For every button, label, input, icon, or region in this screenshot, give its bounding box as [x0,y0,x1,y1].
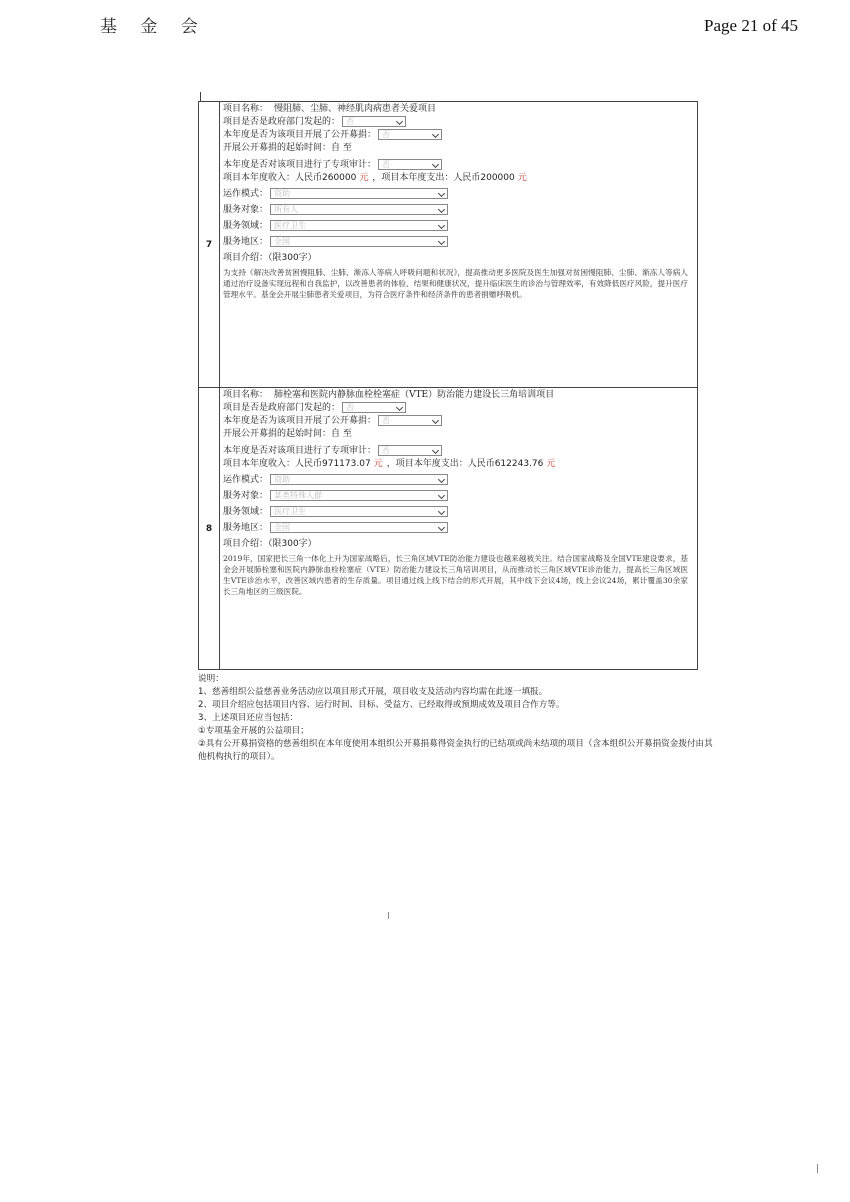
mode-line [223,187,694,200]
target-line [223,203,694,216]
gov-select[interactable]: 否 [342,116,406,127]
note-item: ①专项基金开展的公益项目； [198,726,309,736]
period-line [223,141,694,154]
note-item: 1、慈善组织公益慈善业务活动应以项目形式开展，项目收支及活动内容均需在此逐一填报。 [198,687,548,697]
field-line [223,219,694,232]
fundraise-select[interactable]: 否 [378,415,442,426]
audit-line [223,158,694,171]
audit-label: 本年度是否对该项目进行了专项审计： [223,159,377,170]
notes-title: 说明： [198,674,224,684]
mode-select[interactable]: 资助 [270,188,448,199]
scan-mark [817,1164,818,1173]
region-select[interactable]: 全国 [270,236,448,247]
notes-section [198,673,718,764]
project-row [199,102,697,388]
project-detail [223,388,694,668]
intro-label: 项目介绍：（限300字） [223,252,317,263]
target-line [223,489,694,502]
gov-label: 项目是否是政府部门发起的： [223,116,341,127]
income-label: 项目本年度收入：人民币260000 [223,172,357,183]
gov-select[interactable]: 否 [342,402,406,413]
region-label: 服务地区： [223,236,269,247]
field-select[interactable]: 医疗卫生 [270,220,448,231]
audit-select[interactable]: 否 [378,159,442,170]
period-label: 开展公开募捐的起始时间：自 至 [223,428,352,439]
fundraise-select[interactable]: 否 [378,129,442,140]
gov-line [223,401,694,414]
project-name: 肺栓塞和医院内静脉血栓栓塞症（VTE）防治能力建设长三角培训项目 [274,389,555,400]
region-line [223,235,694,248]
fundraise-line [223,128,694,141]
region-select[interactable]: 全国 [270,522,448,533]
intro-label-line [223,537,694,550]
expense-label: ，项目本年度支出：人民币612243.76 [386,458,544,469]
finance-line [223,457,694,470]
audit-line [223,444,694,457]
field-label: 服务领域： [223,220,269,231]
fundraise-label: 本年度是否为该项目开展了公开募捐： [223,129,377,140]
project-name-label: 项目名称： [223,389,269,400]
project-intro: 为支持《解决改善贫困慢阻肺、尘肺、渐冻人等病人呼吸问题和状况》，提高推动更多医院及医生加强对贫困慢阻肺、尘肺、渐冻人等病人通过治疗设备实现远程和自我监护，以改善患者的体验、结果和健康状况，提升临床医生的诊治与管理效率，有效降低医疗风险，提升医疗管理水平。基金会开展尘肺患者关爱项目，为符合医疗条件和经济条件的患者捐赠呼吸机。 [223,268,688,299]
project-table [198,101,698,670]
project-name-line [223,388,694,401]
project-intro: 2019年，国家把长三角一体化上升为国家战略后，长三角区域VTE防治能力建设也越来越被关注。结合国家战略及全国VTE建设要求，基金会开展肺栓塞和医院内静脉血栓栓塞症（VTE）防治能力建设长三角培训项目，从而推动长三角区域VTE诊治能力，提高长三角区域医生VTE诊治水平，改善区域内患者的生存质量。项目通过线上线下结合的形式开展，其中线下会议4场，线上会议24场，累计覆盖30余家长三角地区的三级医院。 [223,554,688,596]
project-number: 7 [199,102,220,387]
project-name-line [223,102,694,115]
target-select[interactable]: 所有人 [270,204,448,215]
field-label: 服务领域： [223,506,269,517]
fundraise-label: 本年度是否为该项目开展了公开募捐： [223,415,377,426]
page-number: Page 21 of 45 [704,16,798,35]
income-label: 项目本年度收入：人民币971173.07 [223,458,371,469]
intro-label: 项目介绍：（限300字） [223,538,317,549]
mode-line [223,473,694,486]
expense-unit: 元 [517,172,527,183]
note-item: 3、上述项目还应当包括： [198,713,298,723]
gov-label: 项目是否是政府部门发起的： [223,402,341,413]
income-unit: 元 [359,172,369,183]
field-line [223,505,694,518]
gov-line [223,115,694,128]
fundraise-line [223,414,694,427]
project-name-label: 项目名称： [223,103,269,114]
target-label: 服务对象： [223,204,269,215]
period-line [223,427,694,440]
mode-select[interactable]: 资助 [270,474,448,485]
expense-label: ，项目本年度支出：人民币200000 [372,172,515,183]
scan-mark [388,912,389,919]
project-number: 8 [199,388,220,670]
region-line [223,521,694,534]
project-row [199,388,697,670]
org-name: 基 金 会 [100,17,207,37]
project-name: 慢阻肺、尘肺、神经肌肉病患者关爱项目 [274,103,437,114]
expense-unit: 元 [546,458,556,469]
target-label: 服务对象： [223,490,269,501]
note-item: 2、项目介绍应包括项目内容、运行时间、目标、受益方、已经取得或预期成效及项目合作方等。 [198,700,565,710]
audit-select[interactable]: 否 [378,445,442,456]
region-label: 服务地区： [223,522,269,533]
project-detail [223,102,694,385]
intro-label-line [223,251,694,264]
target-select[interactable]: 某类特殊人群 [270,490,448,501]
field-select[interactable]: 医疗卫生 [270,506,448,517]
mode-label: 运作模式： [223,188,269,199]
finance-line [223,171,694,184]
income-unit: 元 [373,458,383,469]
audit-label: 本年度是否对该项目进行了专项审计： [223,445,377,456]
mode-label: 运作模式： [223,474,269,485]
period-label: 开展公开募捐的起始时间：自 至 [223,142,352,153]
note-item: ②具有公开募捐资格的慈善组织在本年度使用本组织公开募捐募得资金执行的已结项或尚未结项的项目（含本组织公开募捐资金拨付由其他机构执行的项目）。 [198,739,713,762]
